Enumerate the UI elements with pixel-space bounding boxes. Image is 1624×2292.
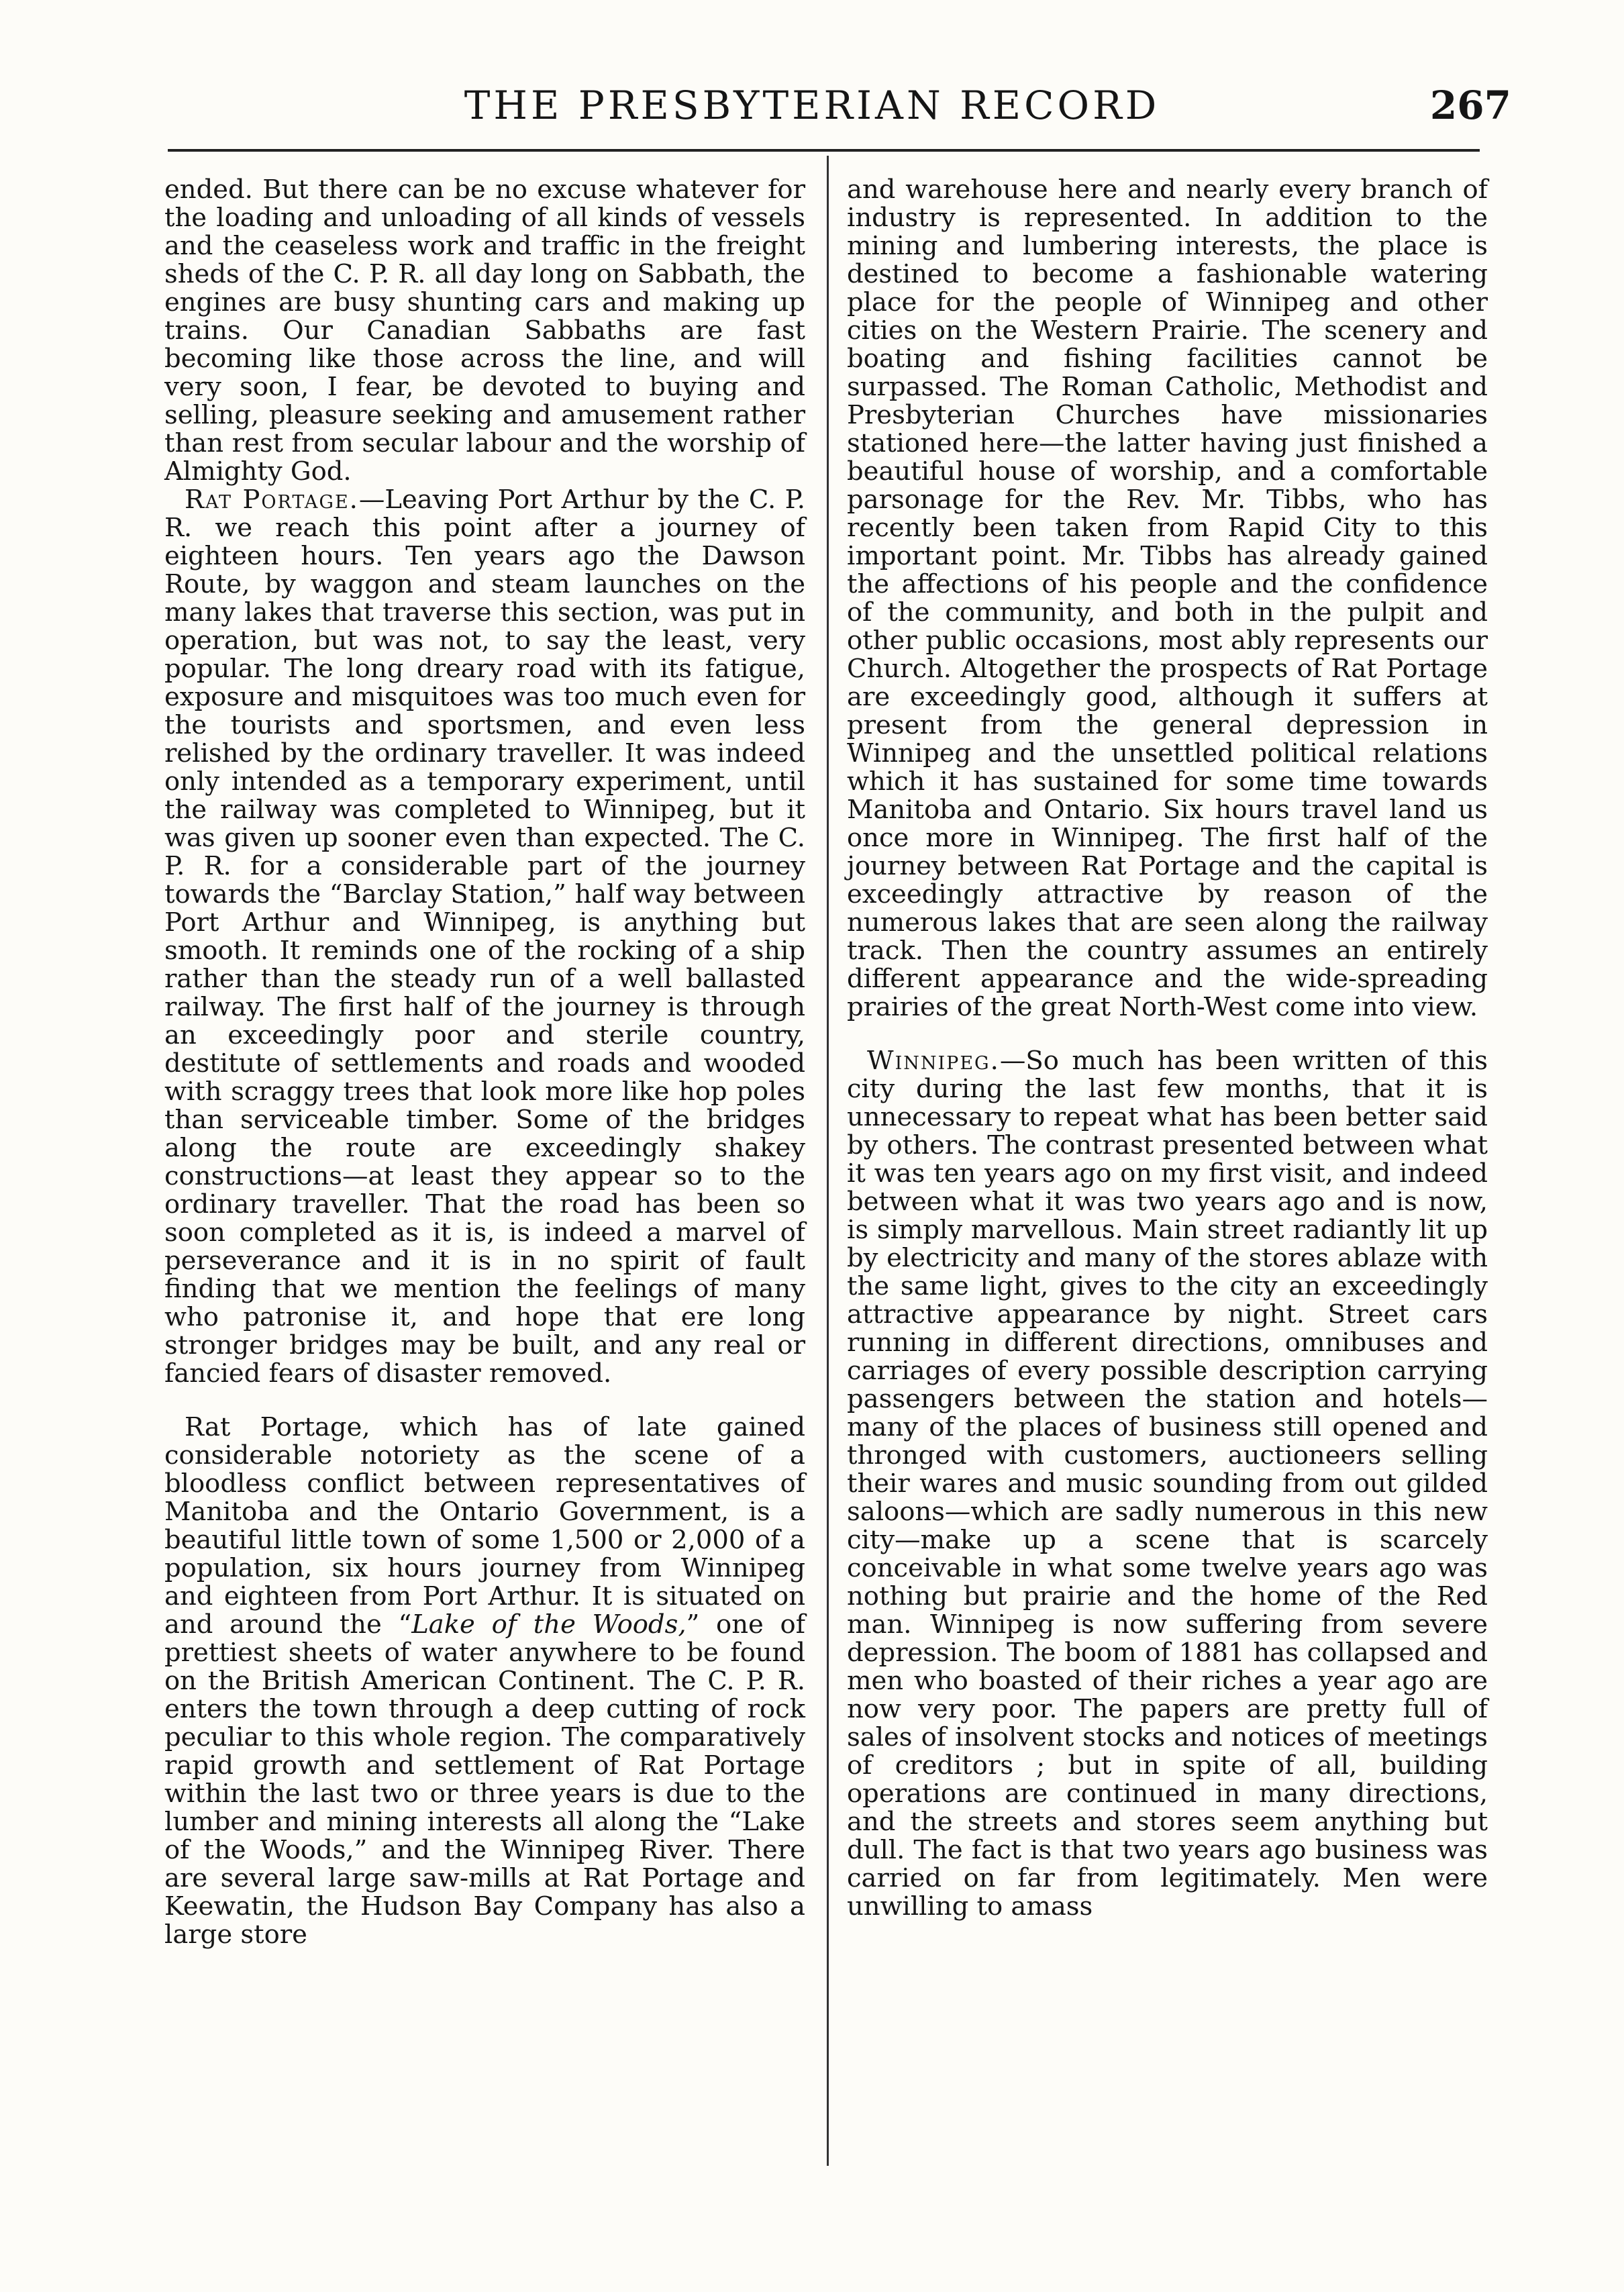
left-paragraph-3	[164, 1413, 805, 1949]
left-paragraph-3-italic: Lake of the Woods,	[411, 1609, 687, 1640]
right-paragraph-1: and warehouse here and nearly every branch of industry is represented. In addition to the mining and lumbering interests, the place is destined to become a fashionable watering place for the people of Winnipeg and other cities on the Western Prairie. The scenery and boating and fishing facilities cannot be surpassed. The Roman Catholic, Methodist and Presbyterian Churches have missionaries stationed here—the latter having just finished a beautiful house of worship, and a comfortable parsonage for the Rev. Mr. Tibbs, who has recently been taken from Rapid City to this important point. Mr. Tibbs has already gained the affections of his people and the confidence of the community, and both in the pulpit and other public occasions, most ably represents our Church. Altogether the prospects of Rat Portage are exceedingly good, although it suffers at present from the general depression in Winnipeg and the unsettled political relations which it has sustained for some time towards Manitoba and Ontario. Six hours travel land us once more in Winnipeg. The first half of the journey between Rat Portage and the capital is exceedingly attractive by reason of the numerous lakes that are seen along the railway track. Then the country assumes an entirely different appearance and the wide-spreading prairies of the great North-West come into view.	[847, 175, 1488, 1022]
left-paragraph-2-body: —Leaving Port Arthur by the C. P. R. we reach this point after a journey of eighteen hours. Ten years ago the Dawson Route, by waggon and steam launches on the many lakes that traverse this section, was put in operation, but was not, to say the least, very popular. The long dreary road with its fatigue, exposure and misquitoes was too much even for the tourists and sportsmen, and even less relished by the ordinary traveller. It was indeed only intended as a temporary experiment, until the railway was completed to Winnipeg, but it was given up sooner even than expected. The C. P. R. for a considerable part of the journey towards the “Barclay Station,” half way between Port Arthur and Winnipeg, is anything but smooth. It reminds one of the rocking of a ship rather than the steady run of a well ballasted railway. The first half of the journey is through an exceedingly poor and sterile country, destitute of settlements and roads and wooded with scraggy trees that look more like hop poles than serviceable timber. Some of the bridges along the route are exceedingly shakey constructions—at least they appear so to the ordinary traveller. That the road has been so soon completed as it is, is indeed a marvel of perseverance and it is in no spirit of fault finding that we mention the feelings of many who patronise it, and hope that ere long stronger bridges may be built, and any real or fancied fears of disaster removed.	[164, 485, 806, 1389]
page-number: 267	[1429, 83, 1511, 128]
right-paragraph-2-body: —So much has been written of this city during the last few months, that it is unnecessary to repeat what has been better said by others. The contrast presented between what it was ten years ago on my first visit, and indeed between what it was two years ago and is now, is simply marvellous. Main street radiantly lit up by electricity and many of the stores ablaze with the same light, gives to the city an exceedingly attractive appearance by night. Street cars running in different directions, omnibuses and carriages of every possible description carrying passengers between the station and hotels—many of the places of business still opened and thronged with customers, auctioneers selling their wares and music sounding from out gilded saloons—which are sadly numerous in this new city—make up a scene that is scarcely conceivable in what some twelve years ago was nothing but prairie and the home of the Red man. Winnipeg is now suffering from severe depression. The boom of 1881 has collapsed and men who boasted of their riches a year ago are now very poor. The papers are pretty full of sales of insolvent stocks and notices of meetings of creditors ; but in spite of all, building operations are continued in many directions, and the streets and stores seem anything but dull. The fact is that two years ago business was carried on far from legitimately. Men were unwilling to amass	[847, 1046, 1488, 1922]
left-paragraph-1: ended. But there can be no excuse whatever for the loading and unloading of all kinds of vessels and the ceaseless work and traffic in the freight sheds of the C. P. R. all day long on Sabbath, the engines are busy shunting cars and making up trains. Our Canadian Sabbaths are fast becoming like those across the line, and will very soon, I fear, be devoted to buying and selling, pleasure seeking and amusement rather than rest from secular labour and the worship of Almighty God.	[164, 175, 805, 487]
column-divider	[827, 156, 829, 2166]
section-heading-rat-portage: Rat Portage.	[185, 485, 359, 515]
header-rule	[168, 149, 1480, 152]
left-paragraph-2	[164, 486, 805, 1388]
left-paragraph-3-before: Rat Portage, which has of late gained considerable notoriety as the scene of a bloodless conflict between representatives of Manitoba and the Ontario Government, is a beautiful little town of some 1,500 or 2,000 of a population, six hours journey from Winnipeg and eighteen from Port Arthur. It is situated on and around the “	[164, 1412, 805, 1640]
right-column	[847, 176, 1488, 1921]
right-paragraph-2	[847, 1047, 1488, 1921]
running-header-title: THE PRESBYTERIAN RECORD	[464, 83, 1160, 128]
left-column	[164, 176, 805, 1949]
left-paragraph-3-after: ” one of prettiest sheets of water anywhere to be found on the British American Continent. The C. P. R. enters the town through a deep cutting of rock peculiar to this whole region. The comparatively rapid growth and settlement of Rat Portage within the last two or three years is due to the lumber and mining interests all along the “Lake of the Woods,” and the Winnipeg River. There are several large saw-mills at Rat Portage and Keewatin, the Hudson Bay Company has also a large store	[164, 1609, 805, 1950]
section-heading-winnipeg: Winnipeg.	[867, 1046, 1000, 1076]
